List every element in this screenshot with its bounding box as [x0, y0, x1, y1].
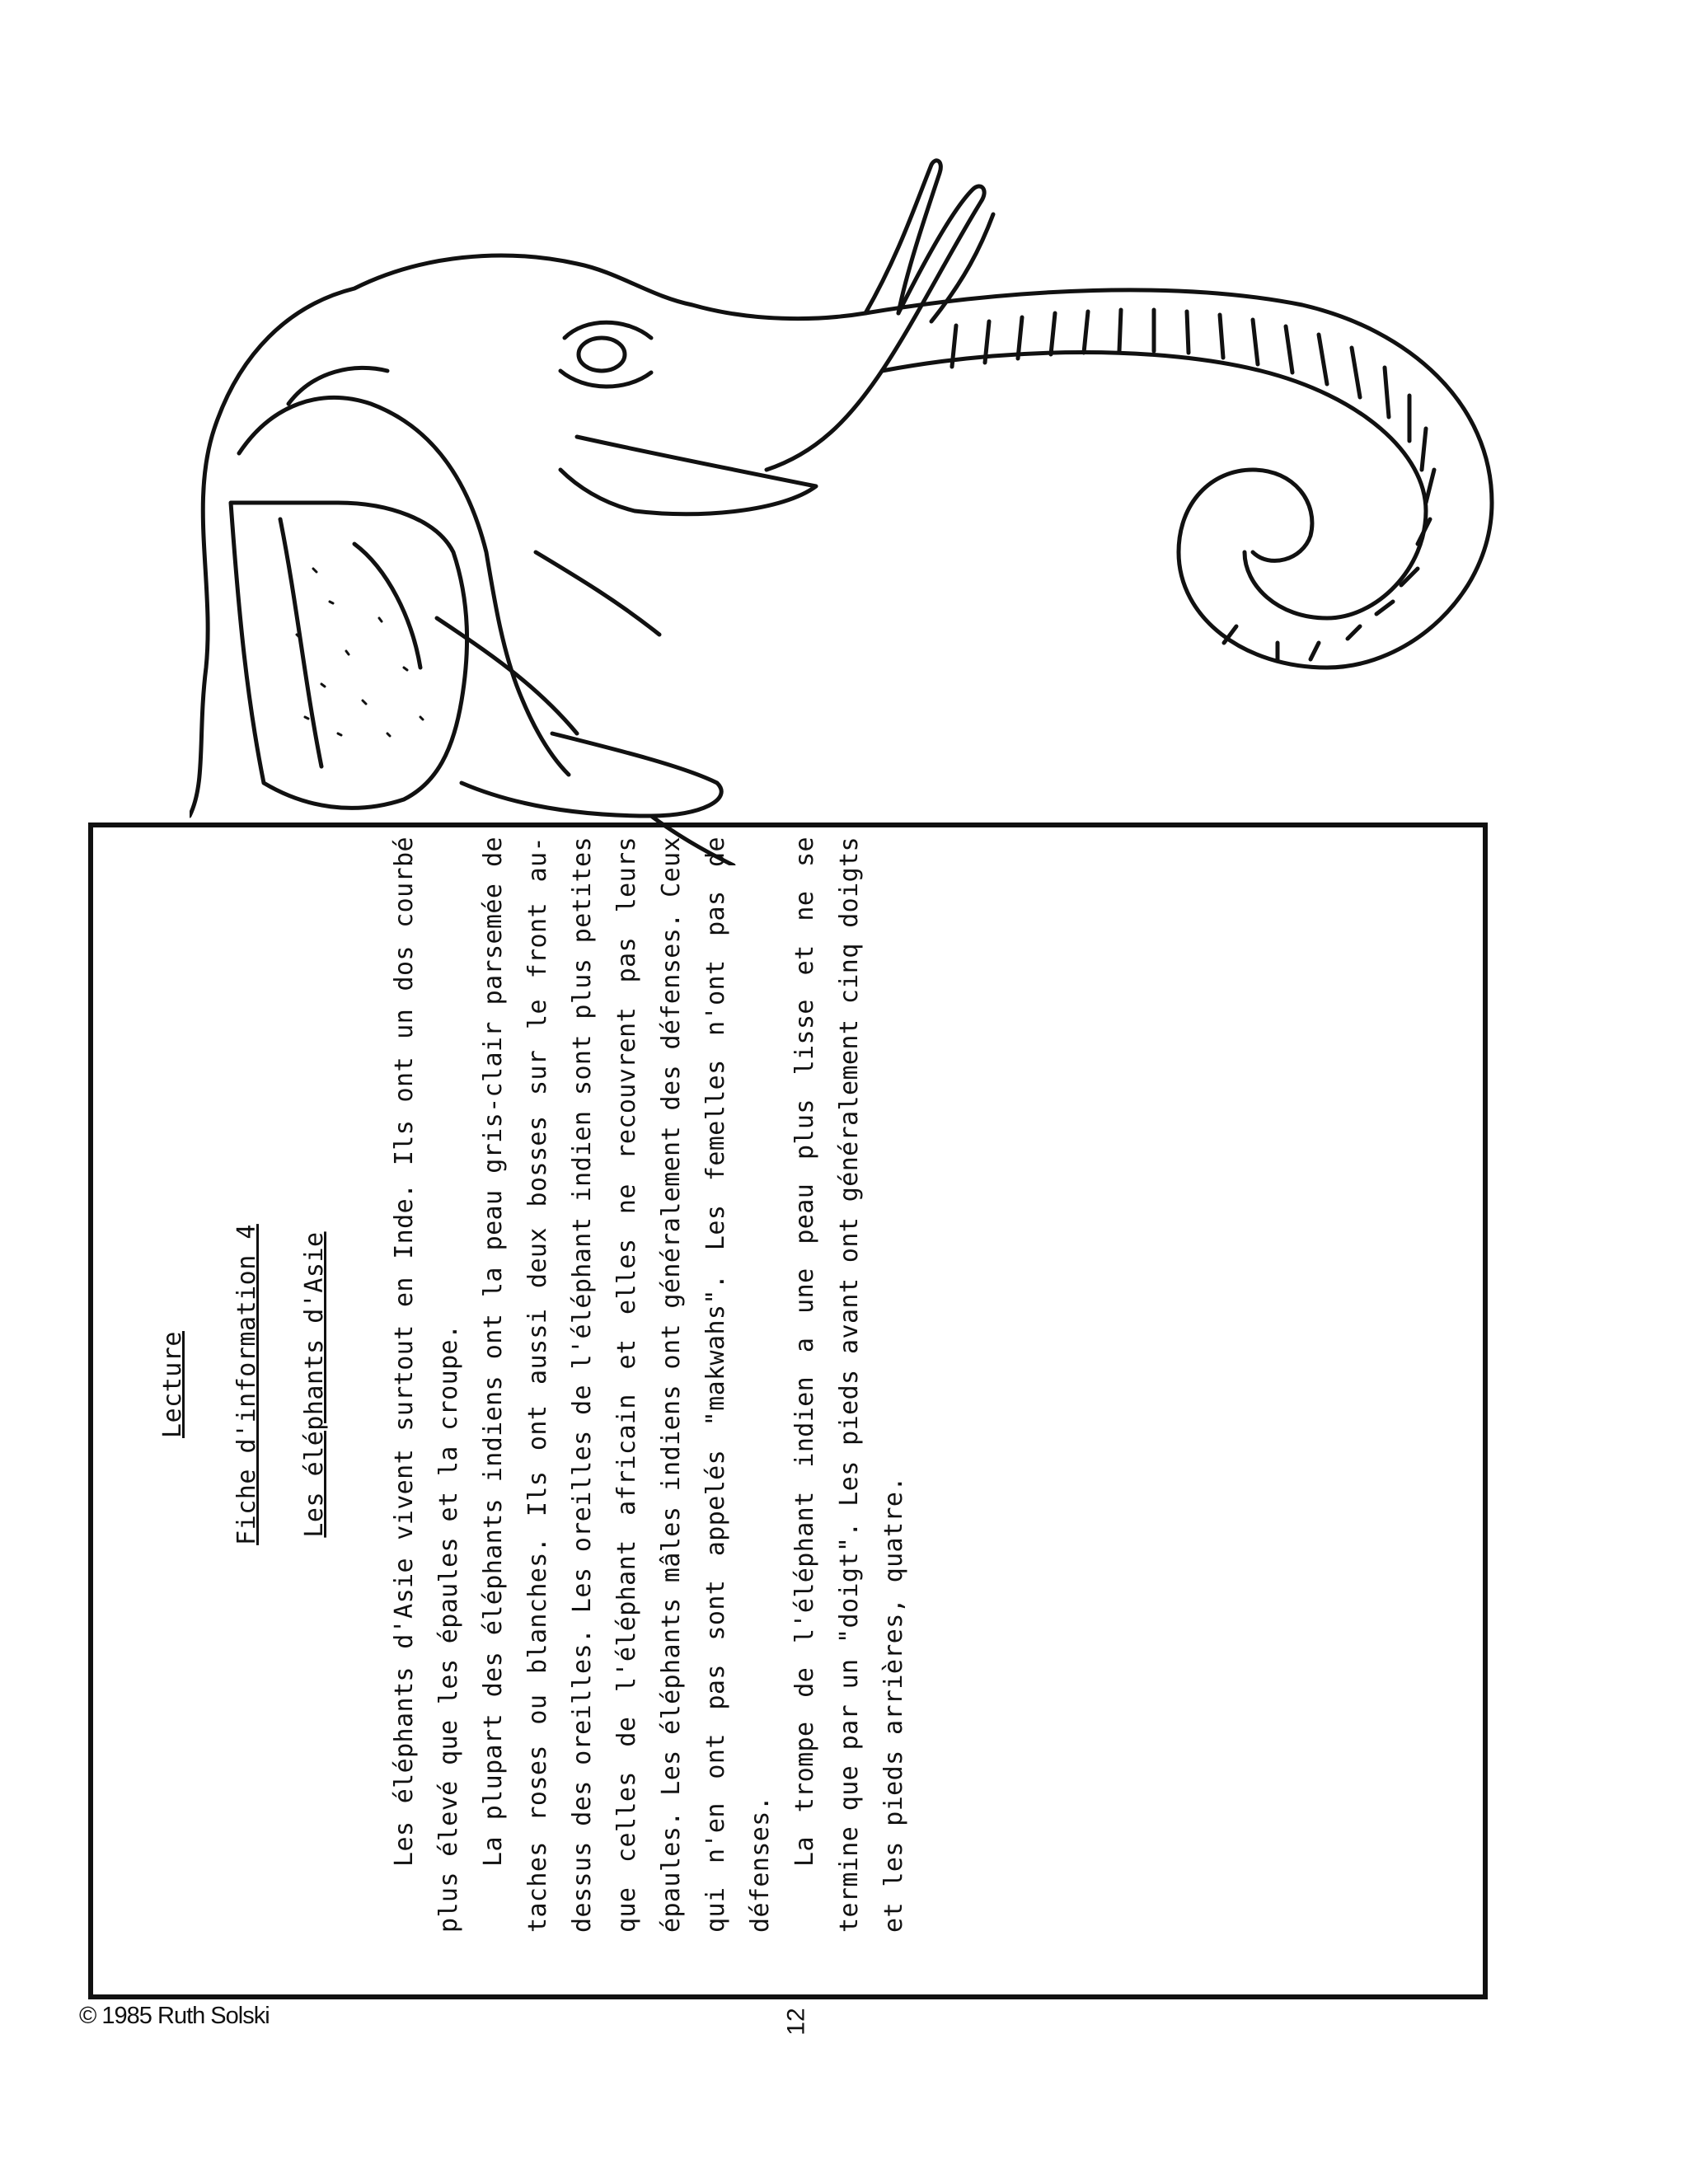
section-label: Lecture [158, 1331, 187, 1438]
paragraph-3: La trompe de l'éléphant indien a une peau plus lisse et ne se termine que par un "doigt". Les pieds avant ont généralement cinq doigts et les pieds arrières, quatre. [790, 837, 908, 1933]
reading-content [148, 837, 1088, 1933]
body-text [382, 837, 917, 1933]
sheet-subtitle: Fiche d'information 4 [232, 1224, 261, 1545]
copyright-notice: © 1985 Ruth Solski [79, 2003, 270, 2029]
elephant-head-icon [190, 157, 1508, 865]
paragraph-1: Les éléphants d'Asie vivent surtout en Inde. Ils ont un dos courbé plus élevé que les épaules et la croupe. [390, 837, 463, 1933]
paragraph-2: La plupart des éléphants indiens ont la peau gris-clair parsemée de taches roses ou blanches. Ils ont aussi deux bosses sur le front au-dessus des oreilles. Les oreilles de l'éléphant indien sont plus petites que celles de l'éléphant africain et elles ne recouvrent pas leurs épaules. Les éléphants mâles indiens ont généralement des défenses. Ceux qui n'en ont pas sont appelés "makwahs". Les femelles n'ont pas de défenses. [479, 837, 775, 1933]
page-title: Les éléphants d'Asie [300, 1231, 329, 1538]
page-number: 12 [782, 2008, 810, 2036]
